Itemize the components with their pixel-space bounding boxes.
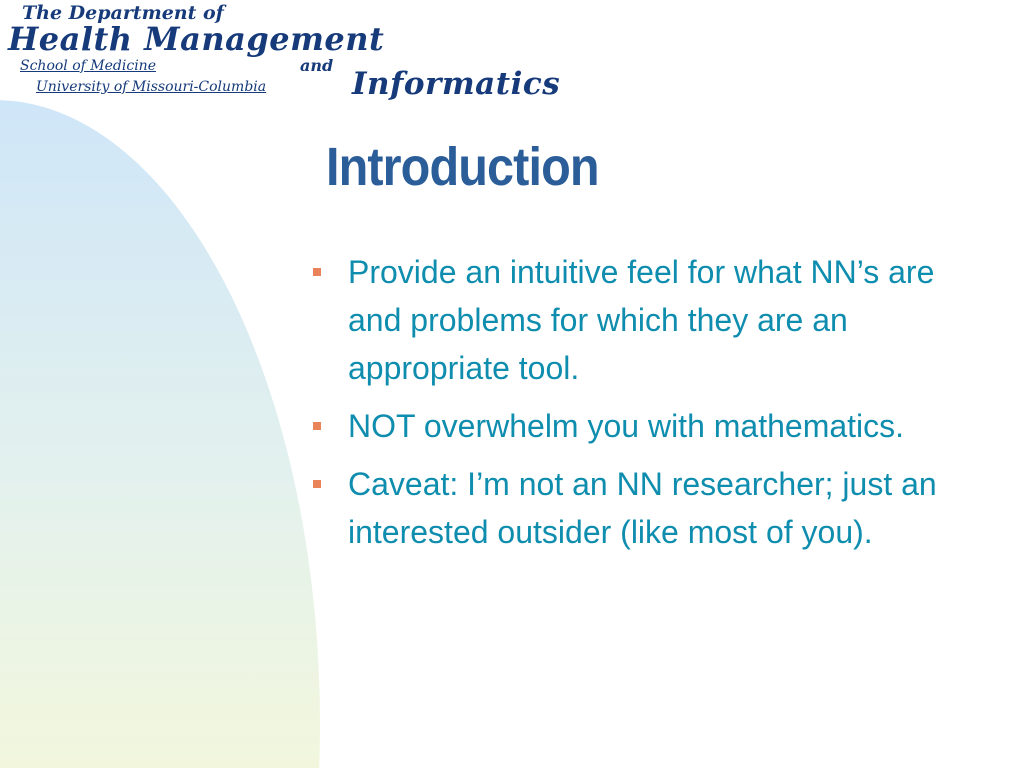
bullet-item bbox=[310, 248, 970, 392]
gradient-decoration bbox=[0, 100, 320, 768]
square-bullet-icon bbox=[313, 422, 321, 430]
bullet-item bbox=[310, 402, 970, 450]
square-bullet-icon bbox=[313, 268, 321, 276]
square-bullet-icon bbox=[313, 480, 321, 488]
logo-line-university: University of Missouri-Columbia bbox=[36, 79, 267, 95]
logo-line-and: and bbox=[300, 56, 334, 75]
slide-title: Introduction bbox=[326, 137, 599, 197]
bullet-list bbox=[310, 248, 970, 566]
bullet-item bbox=[310, 460, 970, 556]
logo-line-informatics: Informatics bbox=[352, 66, 561, 102]
logo-line-health-management: Health Management bbox=[8, 20, 385, 58]
bullet-text: Provide an intuitive feel for what NN’s are and problems for which they are an appropriate tool. bbox=[348, 254, 935, 386]
logo-line-school: School of Medicine bbox=[20, 58, 156, 74]
bullet-text: NOT overwhelm you with mathematics. bbox=[348, 408, 905, 444]
logo-line-department: The Department of bbox=[22, 2, 224, 24]
bullet-text: Caveat: I’m not an NN researcher; just an interested outsider (like most of you). bbox=[348, 466, 937, 550]
department-logo bbox=[0, 0, 600, 100]
